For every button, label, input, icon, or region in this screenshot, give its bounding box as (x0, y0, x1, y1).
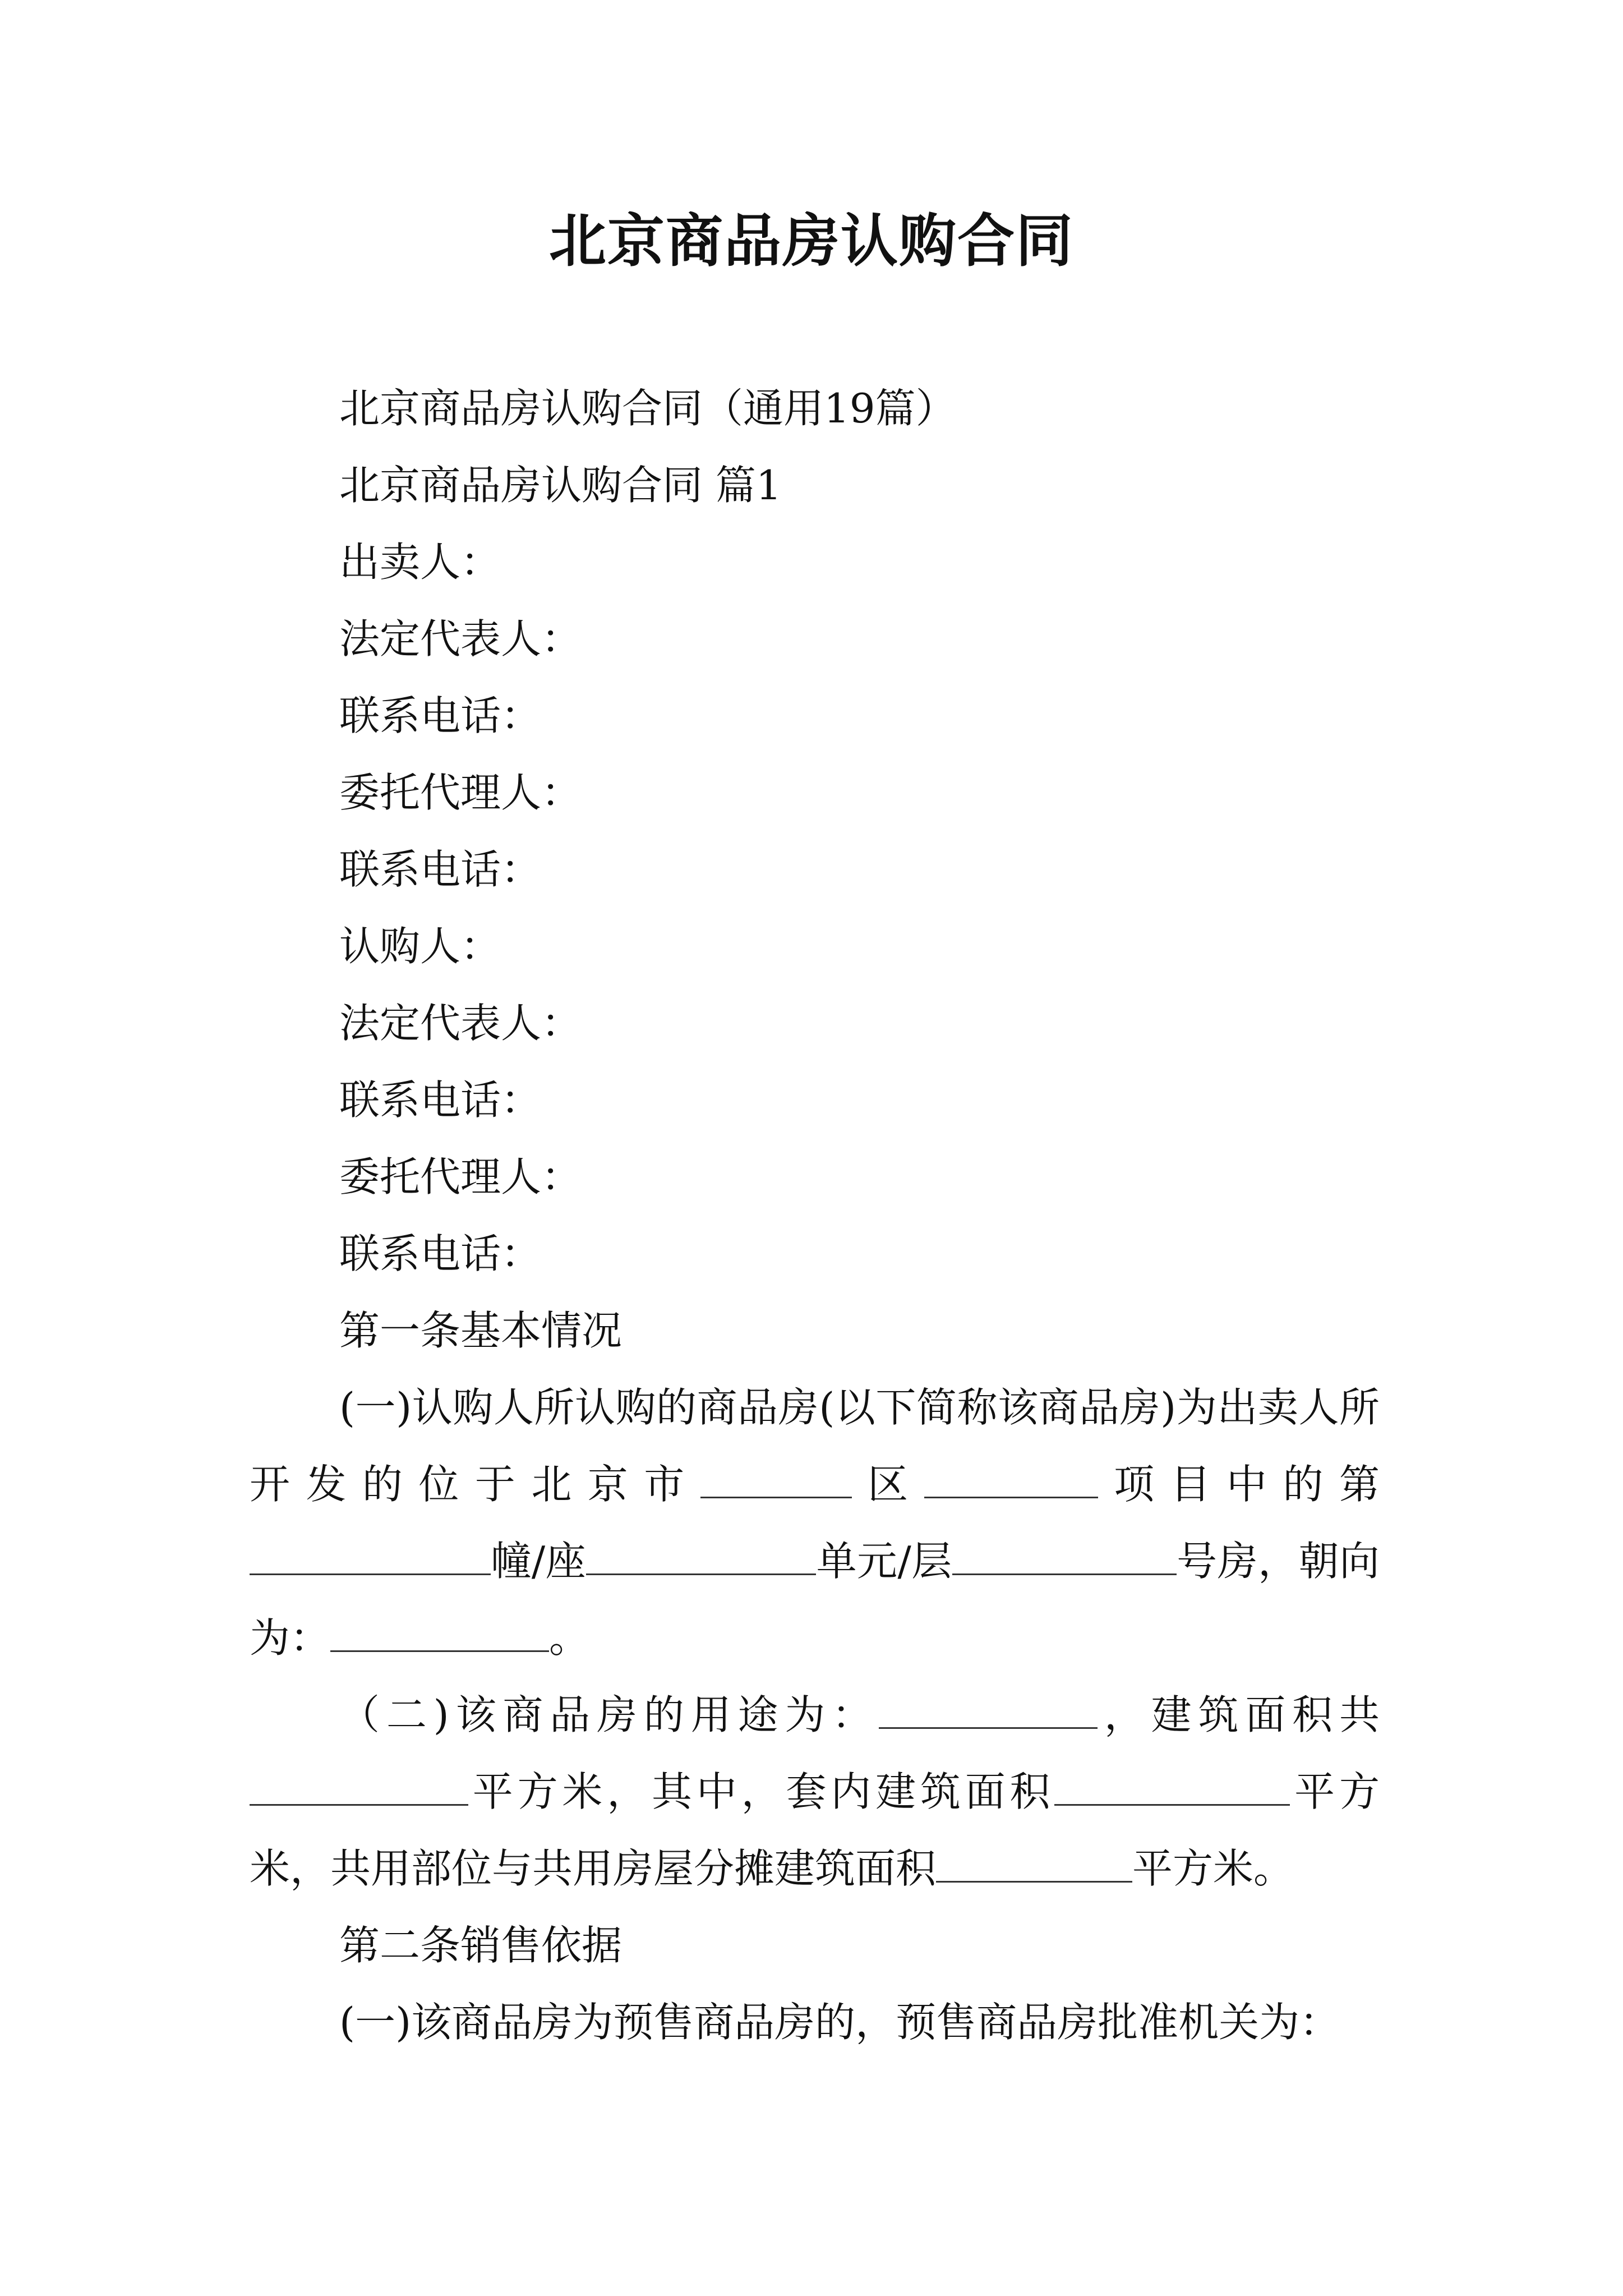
buyer-agent-phone-line: 联系电话： (339, 1230, 542, 1277)
unit-blank (586, 1541, 816, 1575)
seller-rep-line: 法定代表人： (339, 615, 582, 662)
total-area-blank (250, 1772, 468, 1806)
buyer-line: 认购人： (339, 923, 501, 970)
clause-1-2-text-d: 平方米，共用部位与共用房屋分摊建筑面积 (250, 1768, 1380, 1892)
usage-blank (879, 1695, 1098, 1729)
article-2-heading: 第二条销售依据 (339, 1922, 623, 1969)
document-body (250, 370, 1380, 2061)
document-title: 北京商品房认购合同 (549, 208, 1074, 275)
clause-1-2-text-a: （二)该商品房的用途为： (339, 1691, 879, 1738)
part-heading: 北京商品房认购合同 篇1 (339, 462, 782, 509)
buyer-rep-line: 法定代表人： (339, 1000, 582, 1047)
seller-agent-line: 委托代理人： (339, 769, 582, 816)
building-blank (250, 1541, 491, 1575)
clause-1-1-text-a: (一)认购人所认购的商品房(以下简称该商品房)为出卖人所开发的位于北京市 (250, 1384, 1380, 1508)
article-1-heading: 第一条基本情况 (339, 1307, 623, 1354)
buyer-agent-line: 委托代理人： (339, 1153, 582, 1200)
seller-agent-phone-line: 联系电话： (339, 846, 542, 893)
district-blank (700, 1464, 852, 1498)
seller-line: 出卖人： (339, 539, 501, 586)
clause-2-1: (一)该商品房为预售商品房的，预售商品房批准机关为： (339, 1999, 1340, 2046)
clause-1-1-text-d: 幢/座 (491, 1538, 587, 1585)
room-blank (952, 1541, 1177, 1575)
shared-area-blank (936, 1848, 1132, 1883)
clause-1-1-text-c: 项目中的第 (1098, 1461, 1380, 1508)
clause-1-1-text-g: 。 (549, 1614, 590, 1662)
clause-1-1-text-b: 区 (851, 1461, 924, 1508)
subtitle-line: 北京商品房认购合同（通用19篇） (339, 385, 956, 432)
project-blank (924, 1464, 1098, 1498)
clause-1-1 (250, 1369, 1380, 1677)
clause-1-2-text-e: 平方米。 (1132, 1845, 1294, 1892)
orientation-blank (330, 1618, 549, 1652)
seller-phone-line: 联系电话： (339, 692, 542, 739)
inner-area-blank (1054, 1772, 1290, 1806)
buyer-phone-line: 联系电话： (339, 1076, 542, 1124)
clause-1-2-text-b: ，建筑面积共 (1098, 1691, 1380, 1738)
clause-1-1-text-e: 单元/层 (816, 1538, 952, 1585)
clause-1-2-text-c: 平方米，其中，套内建筑面积 (468, 1768, 1055, 1815)
clause-1-2 (250, 1677, 1380, 1907)
clause-1-1-text-f: 号房，朝向为： (250, 1538, 1380, 1662)
